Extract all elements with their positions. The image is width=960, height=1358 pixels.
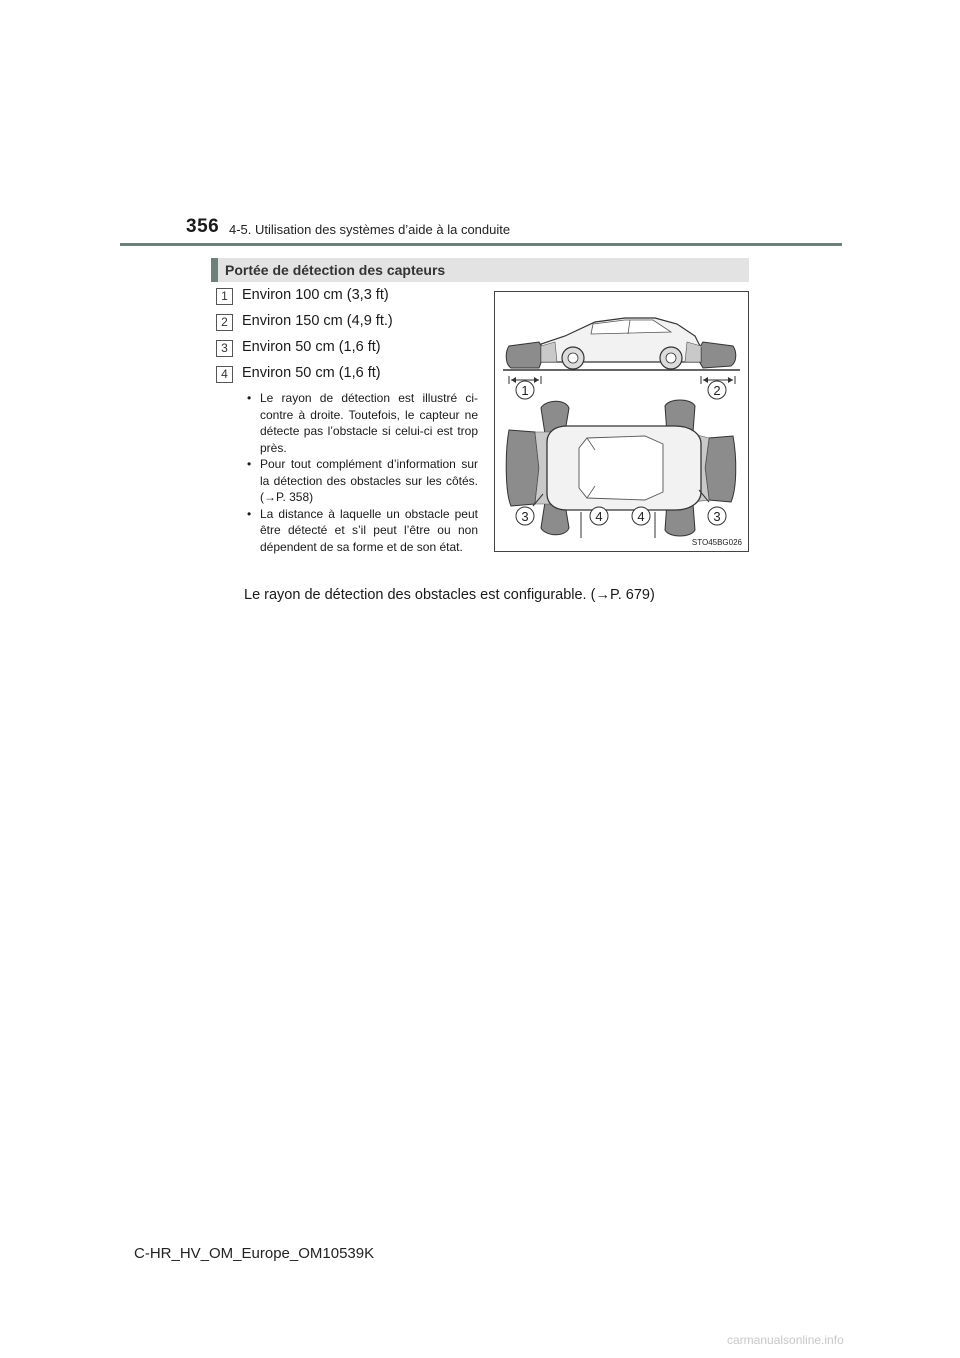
range-list bbox=[216, 285, 486, 389]
range-item-3 bbox=[216, 337, 486, 363]
note-text: Pour tout complément d’information sur la détection des obstacles sur les côtés. (→P. 358) bbox=[260, 457, 478, 504]
header-rule bbox=[120, 243, 842, 246]
note-text: La distance à laquelle un obstacle peut être détecté et s’il peut l’être ou non dépendent de sa forme et de son état. bbox=[260, 506, 478, 554]
callout-3-right-label: 3 bbox=[713, 509, 721, 524]
bullet-glyph: • bbox=[247, 506, 252, 521]
callout-3-left-label: 3 bbox=[521, 509, 529, 524]
range-item-text: Environ 100 cm (3,3 ft) bbox=[242, 287, 389, 303]
callout-2-label: 2 bbox=[713, 383, 721, 398]
front-zone-top bbox=[506, 430, 539, 506]
rear-hub bbox=[666, 353, 676, 363]
range-item-text: Environ 150 cm (4,9 ft.) bbox=[242, 313, 393, 329]
section-heading-bar bbox=[211, 258, 749, 282]
figure-code: STO45BG026 bbox=[691, 538, 742, 547]
callout-4-left-label: 4 bbox=[595, 509, 603, 524]
document-id: C-HR_HV_OM_Europe_OM10539K bbox=[134, 1245, 375, 1262]
callout-4-right-label: 4 bbox=[637, 509, 645, 524]
configurable-note: Le rayon de détection des obstacles est configurable. (→P. 679) bbox=[244, 587, 655, 603]
item-number-badge: 4 bbox=[216, 366, 233, 383]
page-number: 356 bbox=[186, 216, 220, 237]
chapter-title: 4-5. Utilisation des systèmes d’aide à la conduite bbox=[229, 222, 511, 237]
range-item-text: Environ 50 cm (1,6 ft) bbox=[242, 339, 381, 355]
bullet-glyph: • bbox=[247, 391, 252, 405]
range-item-4 bbox=[216, 363, 486, 389]
rear-zone-top bbox=[705, 436, 736, 502]
notes-list bbox=[245, 390, 478, 555]
range-item-text: Environ 50 cm (1,6 ft) bbox=[242, 365, 381, 381]
range-item-2 bbox=[216, 311, 486, 337]
item-number-badge: 1 bbox=[216, 288, 233, 305]
sensor-diagram-svg bbox=[495, 292, 748, 551]
bullet-glyph: • bbox=[247, 457, 252, 471]
callout-1-label: 1 bbox=[521, 383, 529, 398]
item-number-badge: 3 bbox=[216, 340, 233, 357]
sensor-range-figure bbox=[494, 291, 749, 552]
section-accent bbox=[211, 258, 218, 282]
note-item bbox=[245, 506, 478, 556]
range-item-1 bbox=[216, 285, 486, 311]
note-item bbox=[245, 390, 478, 456]
item-number-badge: 2 bbox=[216, 314, 233, 331]
front-hub bbox=[568, 353, 578, 363]
section-title: Portée de détection des capteurs bbox=[225, 262, 446, 278]
note-text: Le rayon de détection est illustré ci-contre à droite. Toutefois, le capteur ne détecte pas l’obstacle si celui-ci est trop près. bbox=[260, 391, 478, 455]
note-item bbox=[245, 456, 478, 506]
front-zone-side bbox=[506, 342, 545, 368]
watermark: carmanualsonline.info bbox=[727, 1333, 844, 1347]
